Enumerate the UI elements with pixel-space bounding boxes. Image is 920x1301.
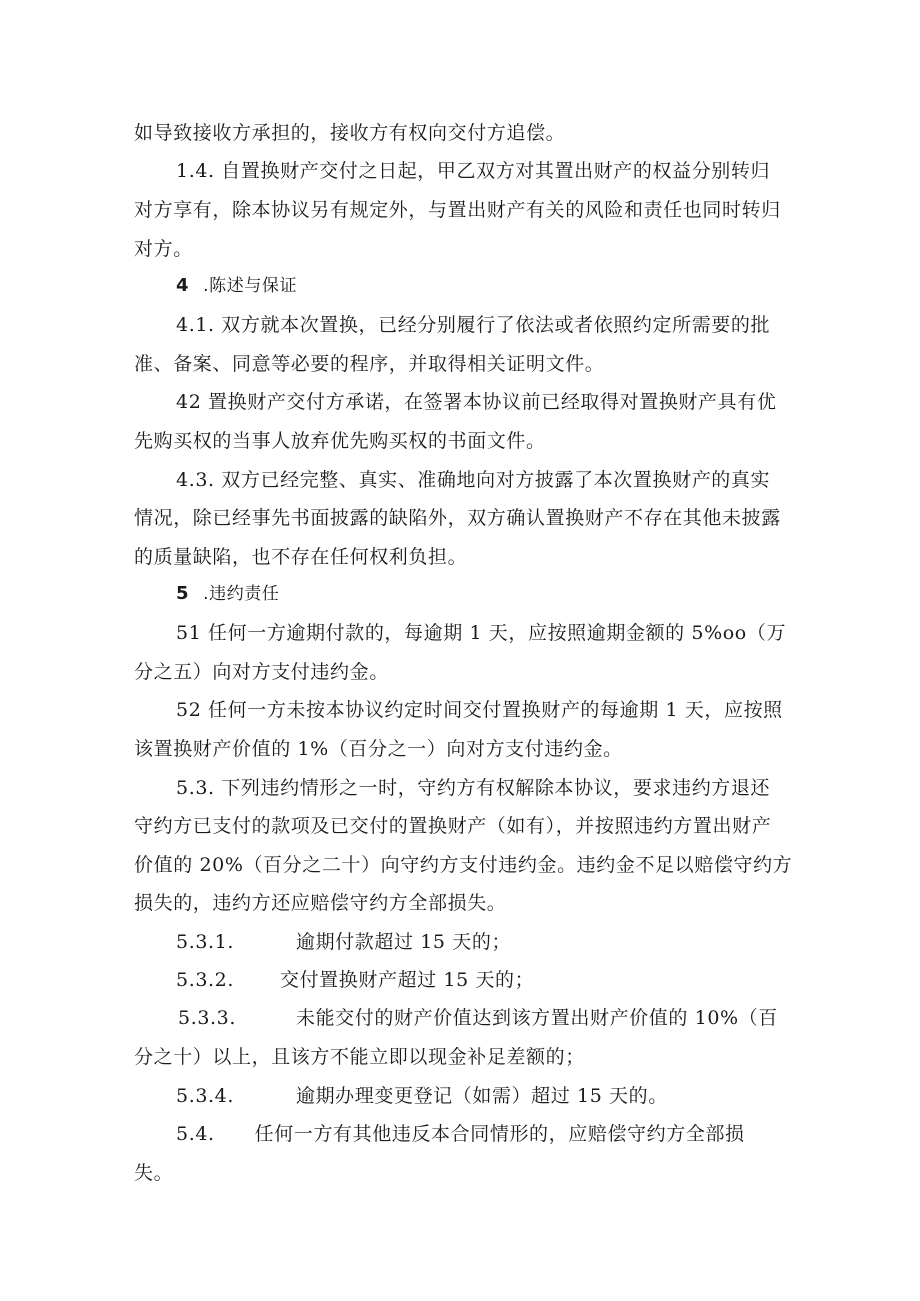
item-number: 5.3.3. xyxy=(178,1007,236,1029)
item-text: 交付置换财产超过 15 天的； xyxy=(279,969,535,991)
item-text: 逾期付款超过 15 天的； xyxy=(295,931,512,953)
paragraph-line: 分之五）向对方支付违约金。 xyxy=(134,661,389,683)
clause-5-3-3 xyxy=(178,1004,778,1032)
item-number: 5.3.2. xyxy=(176,969,234,991)
section-heading-4 xyxy=(176,272,297,300)
clause-5-3: 5.3. 下列违约情形之一时，守约方有权解除本协议，要求违约方退还 xyxy=(176,777,771,799)
paragraph-line: 价值的 20%（百分之二十）向守约方支付违约金。违约金不足以赔偿守约方 xyxy=(134,854,793,876)
item-number: 5.3.1. xyxy=(176,931,234,953)
item-number: 5.3.4. xyxy=(176,1085,234,1107)
item-text: 任何一方有其他违反本合同情形的，应赔偿守约方全部损 xyxy=(254,1123,745,1145)
item-text: 逾期办理变更登记（如需）超过 15 天的。 xyxy=(295,1085,668,1107)
section-title: .违约责任 xyxy=(203,584,280,604)
clause-4-2: 42 置换财产交付方承诺，在签署本协议前已经取得对置换财产具有优 xyxy=(176,391,777,413)
paragraph-line: 损失的，违约方还应赔偿守约方全部损失。 xyxy=(134,892,507,914)
section-number: 4 xyxy=(176,275,190,296)
clause-4-3: 4.3. 双方已经完整、真实、准确地向对方披露了本次置换财产的真实 xyxy=(176,469,771,491)
clause-5-3-2 xyxy=(176,966,534,994)
clause-5-3-1 xyxy=(176,928,511,956)
paragraph-line: 守约方已支付的款项及已交付的置换财产（如有），并按照违约方置出财产 xyxy=(134,815,772,837)
paragraph-line: 分之十）以上，且该方不能立即以现金补足差额的； xyxy=(134,1046,585,1068)
item-text: 未能交付的财产价值达到该方置出财产价值的 10%（百 xyxy=(295,1007,778,1029)
clause-4-1: 4.1. 双方就本次置换，已经分别履行了依法或者依照约定所需要的批 xyxy=(176,314,771,336)
section-title: .陈述与保证 xyxy=(203,276,298,296)
clause-5-3-4 xyxy=(176,1082,668,1110)
clause-5-4 xyxy=(176,1120,745,1148)
paragraph-line: 先购买权的当事人放弃优先购买权的书面文件。 xyxy=(134,430,546,452)
paragraph-line: 该置换财产价值的 1%（百分之一）向对方支付违约金。 xyxy=(134,738,623,760)
item-number: 5.4. xyxy=(176,1123,215,1145)
paragraph-line: 对方。 xyxy=(134,238,193,260)
section-number: 5 xyxy=(176,583,190,604)
clause-5-1: 51 任何一方逾期付款的，每逾期 1 天，应按照逾期金额的 5%oo（万 xyxy=(176,622,787,644)
paragraph-line: 情况，除已经事先书面披露的缺陷外，双方确认置换财产不存在其他未披露 xyxy=(134,507,781,529)
paragraph-line: 如导致接收方承担的，接收方有权向交付方追偿。 xyxy=(134,122,566,144)
paragraph-line: 对方享有，除本协议另有规定外，与置出财产有关的风险和责任也同时转归 xyxy=(134,199,781,221)
paragraph-line: 准、备案、同意等必要的程序，并取得相关证明文件。 xyxy=(134,353,605,375)
paragraph-line: 失。 xyxy=(134,1162,174,1184)
section-heading-5 xyxy=(176,580,280,608)
clause-1-4: 1.4. 自置换财产交付之日起，甲乙双方对其置出财产的权益分别转归 xyxy=(176,160,771,182)
paragraph-line: 的质量缺陷，也不存在任何权利负担。 xyxy=(134,546,468,568)
clause-5-2: 52 任何一方未按本协议约定时间交付置换财产的每逾期 1 天，应按照 xyxy=(176,699,783,721)
